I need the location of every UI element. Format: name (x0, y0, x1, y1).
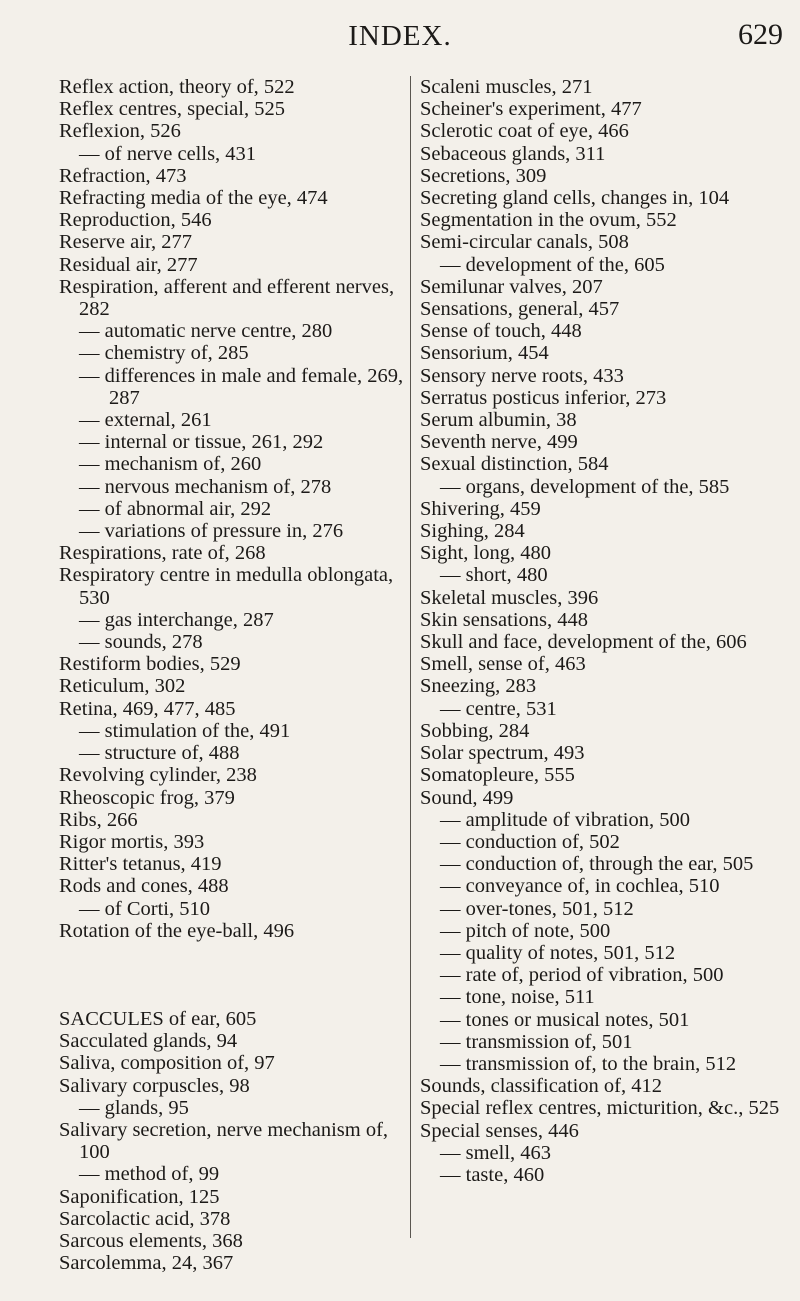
index-entry: Reproduction, 546 (59, 209, 212, 232)
index-entry: Sarcolemma, 24, 367 (59, 1252, 234, 1275)
index-entry: Scaleni muscles, 271 (420, 76, 593, 98)
index-entry: Serratus posticus inferior, 273 (420, 386, 667, 409)
index-entry: Sensory nerve roots, 433 (420, 364, 624, 387)
index-entry: Sense of touch, 448 (420, 320, 582, 343)
index-entry: Revolving cylinder, 238 (59, 764, 257, 787)
index-subentry: — tones or musical notes, 501 (440, 1008, 690, 1031)
index-subentry: — quality of notes, 501, 512 (440, 941, 676, 964)
index-entry: Semilunar valves, 207 (420, 275, 603, 298)
index-entry: SACCULES of ear, 605 (59, 1007, 257, 1030)
index-subentry: — of abnormal air, 292 (79, 497, 272, 520)
index-entry: Ribs, 266 (59, 808, 138, 831)
index-entry: Respiration, afferent and efferent nerves, 282 (59, 275, 400, 321)
index-subentry: — taste, 460 (440, 1163, 545, 1186)
index-entry: Special senses, 446 (420, 1119, 579, 1142)
index-subentry: — gas interchange, 287 (79, 608, 274, 631)
index-entry: Retina, 469, 477, 485 (59, 697, 236, 720)
index-entry: Refraction, 473 (59, 164, 187, 187)
index-entry: Shivering, 459 (420, 497, 541, 520)
index-entry: Residual air, 277 (59, 253, 198, 276)
index-entry: Saponification, 125 (59, 1185, 220, 1208)
index-subentry: — sounds, 278 (79, 631, 203, 654)
index-entry: Rods and cones, 488 (59, 875, 229, 898)
index-entry: Sneezing, 283 (420, 675, 537, 698)
index-entry: Sacculated glands, 94 (59, 1030, 238, 1053)
index-subentry: — method of, 99 (79, 1163, 220, 1186)
index-entry: Refracting media of the eye, 474 (59, 187, 328, 210)
index-entry: Special reflex centres, micturition, &c., 525 (420, 1097, 780, 1120)
index-subentry: — transmission of, to the brain, 512 (440, 1052, 737, 1075)
index-subentry: — structure of, 488 (79, 742, 240, 765)
index-entry: Sebaceous glands, 311 (420, 142, 606, 165)
index-subentry: — variations of pressure in, 276 (79, 520, 344, 543)
index-entry: Reflexion, 526 (59, 120, 181, 143)
index-entry: Skull and face, development of the, 606 (420, 631, 747, 654)
index-entry: Salivary corpuscles, 98 (59, 1074, 250, 1097)
index-subentry: — organs, development of the, 585 (440, 475, 730, 498)
index-subentry: — chemistry of, 285 (79, 342, 249, 365)
index-subentry: — external, 261 (79, 409, 212, 432)
index-entry: Reserve air, 277 (59, 231, 192, 254)
page-number: 629 (738, 18, 783, 51)
index-entry: Sarcous elements, 368 (59, 1229, 243, 1252)
index-column-left (59, 76, 409, 1275)
index-subentry: — differences in male and female, 269, 287 (79, 364, 409, 409)
index-entry: Sound, 499 (420, 786, 514, 809)
index-entry: Skin sensations, 448 (420, 608, 588, 631)
index-entry: Smell, sense of, 463 (420, 653, 586, 676)
index-entry: Reflex action, theory of, 522 (59, 76, 295, 98)
index-entry: Sensations, general, 457 (420, 298, 620, 321)
index-subentry: — rate of, period of vibration, 500 (440, 964, 724, 987)
index-entry: Scheiner's experiment, 477 (420, 98, 642, 121)
index-subentry: — mechanism of, 260 (79, 453, 262, 476)
index-entry: Rigor mortis, 393 (59, 830, 205, 853)
index-entry: Saliva, composition of, 97 (59, 1052, 275, 1075)
index-subentry: — short, 480 (440, 564, 548, 587)
index-column-right (420, 76, 785, 1186)
index-entry: Rotation of the eye-ball, 496 (59, 919, 295, 942)
index-entry: Salivary secretion, nerve mechanism of, 100 (59, 1118, 394, 1164)
index-entry: Segmentation in the ovum, 552 (420, 209, 677, 232)
index-entry: Somatopleure, 555 (420, 764, 575, 787)
index-subentry: — amplitude of vibration, 500 (440, 808, 690, 831)
column-divider (410, 76, 411, 1238)
index-entry: Sensorium, 454 (420, 342, 549, 365)
index-entry: Seventh nerve, 499 (420, 431, 578, 454)
index-subentry: — automatic nerve centre, 280 (79, 320, 333, 343)
index-entry: Semi-circular canals, 508 (420, 231, 629, 254)
index-subentry: — internal or tissue, 261, 292 (79, 431, 324, 454)
index-subentry: — stimulation of the, 491 (79, 719, 291, 742)
index-subentry: — of Corti, 510 (79, 897, 210, 920)
index-subentry: — pitch of note, 500 (440, 919, 611, 942)
index-subentry: — conduction of, 502 (440, 830, 620, 853)
index-entry: Reflex centres, special, 525 (59, 98, 285, 121)
index-entry: Secretions, 309 (420, 164, 547, 187)
index-entry: Sexual distinction, 584 (420, 453, 609, 476)
index-entry: Solar spectrum, 493 (420, 742, 585, 765)
index-subentry: — of nerve cells, 431 (79, 142, 257, 165)
index-subentry: — development of the, 605 (440, 253, 665, 276)
index-subentry: — glands, 95 (79, 1096, 189, 1119)
index-entry: Secreting gland cells, changes in, 104 (420, 187, 730, 210)
index-subentry: — conduction of, through the ear, 505 (440, 853, 754, 876)
index-entry: Sight, long, 480 (420, 542, 551, 565)
index-entry: Sobbing, 284 (420, 719, 530, 742)
index-entry: Respirations, rate of, 268 (59, 542, 266, 565)
index-subentry: — transmission of, 501 (440, 1030, 633, 1053)
index-entry: Sighing, 284 (420, 520, 525, 543)
index-subentry: — over-tones, 501, 512 (440, 897, 634, 920)
index-entry: Sclerotic coat of eye, 466 (420, 120, 629, 143)
index-entry: Rheoscopic frog, 379 (59, 786, 235, 809)
index-subentry: — centre, 531 (440, 697, 557, 720)
index-entry: Respiratory centre in medulla oblongata, 530 (59, 564, 399, 609)
index-subentry: — nervous mechanism of, 278 (79, 475, 332, 498)
index-subentry: — conveyance of, in cochlea, 510 (440, 875, 720, 898)
page-title: INDEX. (348, 20, 452, 52)
index-entry: Reticulum, 302 (59, 675, 186, 698)
index-entry: Serum albumin, 38 (420, 409, 577, 432)
index-entry: Sarcolactic acid, 378 (59, 1207, 231, 1230)
index-entry: Sounds, classification of, 412 (420, 1075, 662, 1098)
index-entry: Ritter's tetanus, 419 (59, 853, 222, 876)
index-subentry: — smell, 463 (440, 1141, 552, 1164)
index-entry: Restiform bodies, 529 (59, 653, 241, 676)
index-subentry: — tone, noise, 511 (440, 986, 595, 1009)
index-entry: Skeletal muscles, 396 (420, 586, 599, 609)
